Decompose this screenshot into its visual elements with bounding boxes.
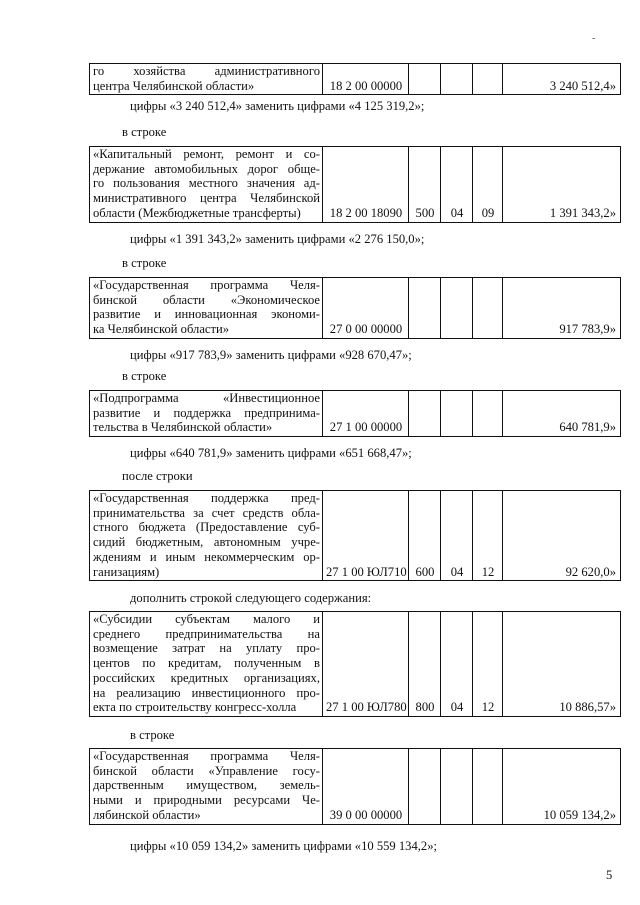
description-line: ждениям и иным некоммерческим ор- (93, 549, 320, 564)
description-line: тельства в Челябинской области» (93, 420, 273, 435)
description-line: области (Межбюджетные трансферты) (93, 205, 301, 220)
description-line: бинской области «Экономическое (93, 292, 320, 307)
description-line: на реализацию инвестиционного про- (93, 685, 320, 700)
description-line: «Субсидии субъектам малого и (93, 612, 320, 626)
amount-cell: 1 391 343,2» (503, 147, 621, 223)
description-line: возмещение затрат на уплату про- (93, 641, 320, 656)
replacement-instruction: цифры «640 781,9» заменить цифрами «651 668,47»; (130, 446, 412, 460)
description-line: лябинской области» (93, 807, 201, 822)
description-line: го пользования местного значения ад- (93, 176, 320, 191)
amount-cell: 10 059 134,2» (503, 749, 621, 825)
budget-table-row (89, 390, 621, 437)
description-line: развитие и поддержка предпринима- (93, 405, 320, 420)
page-number: 5 (606, 868, 613, 882)
description-line: центра Челябинской области» (93, 78, 255, 93)
target-code-cell: 27 0 00 00000 (323, 278, 409, 339)
replacement-instruction: цифры «1 391 343,2» заменить цифрами «2 276 150,0»; (130, 232, 425, 246)
row-description (90, 612, 323, 717)
section-cell (441, 64, 473, 95)
row-description (90, 391, 323, 437)
description-line: «Подпрограмма «Инвестиционное (93, 391, 320, 405)
section-cell: 04 (441, 147, 473, 223)
target-code-cell: 39 0 00 00000 (323, 749, 409, 825)
target-code-cell: 18 2 00 18090 (323, 147, 409, 223)
replacement-instruction: цифры «10 059 134,2» заменить цифрами «10 559 134,2»; (130, 839, 437, 853)
section-cell (441, 391, 473, 437)
expense-type-cell: 600 (409, 491, 441, 581)
amount-cell: 10 886,57» (503, 612, 621, 717)
description-line: принимательства за счет средств обла- (93, 505, 320, 520)
description-line: сидий бюджетным, автономным учре- (93, 535, 320, 550)
amount-cell: 92 620,0» (503, 491, 621, 581)
subsection-cell (473, 278, 503, 339)
description-line: екта по строительству конгресс-холла (93, 700, 297, 715)
instruction-text: в строке (122, 125, 167, 139)
description-line: министративного центра Челябинской (93, 191, 320, 206)
replacement-instruction: цифры «3 240 512,4» заменить цифрами «4 125 319,2»; (130, 99, 425, 113)
description-line: «Государственная программа Челя- (93, 749, 320, 763)
section-cell (441, 278, 473, 339)
target-code-cell: 27 1 00 00000 (323, 391, 409, 437)
budget-table-row (89, 490, 621, 581)
budget-table-row (89, 611, 621, 717)
instruction-text: в строке (122, 256, 167, 270)
budget-table-row (89, 277, 621, 339)
expense-type-cell (409, 391, 441, 437)
description-line: «Государственная поддержка пред- (93, 491, 320, 505)
amount-cell: 640 781,9» (503, 391, 621, 437)
description-line: бинской области «Управление госу- (93, 763, 320, 778)
description-line: дарственным имуществом, земель- (93, 778, 320, 793)
description-line: центов по кредитам, полученным в (93, 656, 320, 671)
row-description (90, 749, 323, 825)
description-line: российских кредитных организациях, (93, 670, 320, 685)
expense-type-cell (409, 64, 441, 95)
subsection-cell (473, 64, 503, 95)
section-cell: 04 (441, 491, 473, 581)
expense-type-cell (409, 278, 441, 339)
description-line: «Капитальный ремонт, ремонт и со- (93, 147, 320, 161)
expense-type-cell: 800 (409, 612, 441, 717)
replacement-instruction: цифры «917 783,9» заменить цифрами «928 670,47»; (130, 348, 412, 362)
section-cell (441, 749, 473, 825)
expense-type-cell (409, 749, 441, 825)
description-line: ка Челябинской области» (93, 322, 230, 337)
amount-cell: 3 240 512,4» (503, 64, 621, 95)
instruction-text: в строке (130, 728, 175, 742)
target-code-cell: 27 1 00 ЮЛ710 (323, 491, 409, 581)
description-line: «Государственная программа Челя- (93, 278, 320, 292)
budget-table-row (89, 748, 621, 825)
instruction-text: после строки (122, 469, 193, 483)
row-description (90, 64, 323, 95)
subsection-cell: 09 (473, 147, 503, 223)
description-line: ными и природными ресурсами Че- (93, 793, 320, 808)
subsection-cell: 12 (473, 612, 503, 717)
description-line: развитие и инновационная экономи- (93, 307, 320, 322)
target-code-cell: 18 2 00 00000 (323, 64, 409, 95)
row-description (90, 278, 323, 339)
target-code-cell: 27 1 00 ЮЛ780 (323, 612, 409, 717)
instruction-text: в строке (122, 369, 167, 383)
row-description (90, 491, 323, 581)
subsection-cell: 12 (473, 491, 503, 581)
description-line: ганизациям) (93, 564, 160, 579)
section-cell: 04 (441, 612, 473, 717)
subsection-cell (473, 749, 503, 825)
description-line: го хозяйства административного (93, 64, 320, 78)
description-line: среднего предпринимательства на (93, 626, 320, 641)
budget-table-row (89, 63, 621, 95)
row-description (90, 147, 323, 223)
amount-cell: 917 783,9» (503, 278, 621, 339)
instruction-text: дополнить строкой следующего содержания: (130, 591, 372, 605)
top-mark: - (592, 33, 596, 44)
budget-table-row (89, 146, 621, 223)
expense-type-cell: 500 (409, 147, 441, 223)
description-line: стного бюджета (Предоставление суб- (93, 520, 320, 535)
subsection-cell (473, 391, 503, 437)
description-line: держание автомобильных дорог обще- (93, 161, 320, 176)
